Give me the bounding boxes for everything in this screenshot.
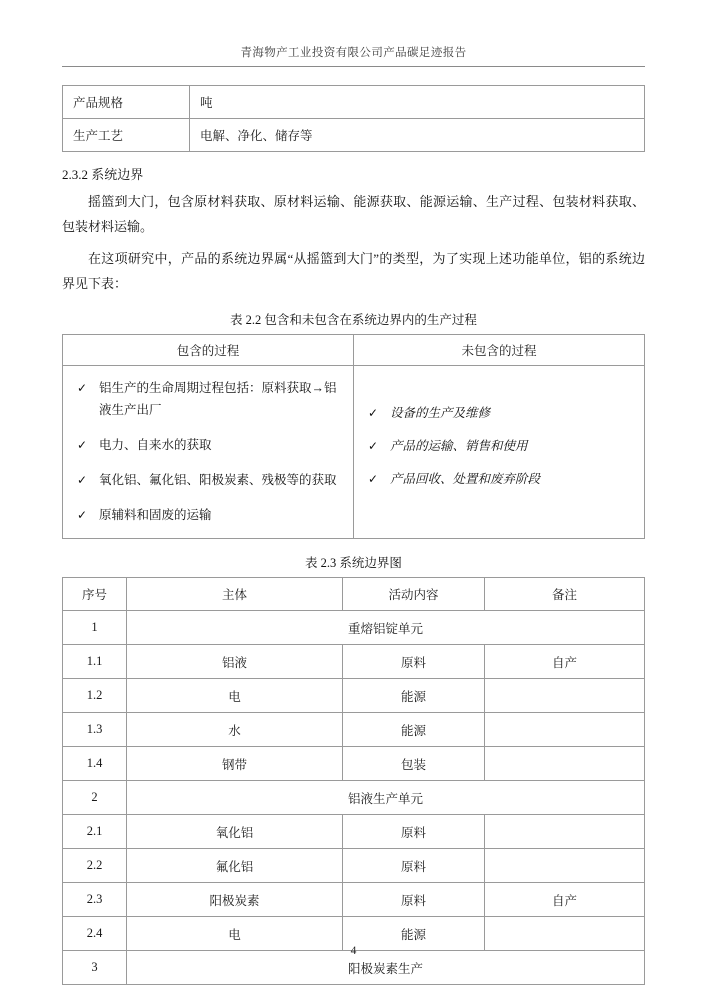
list-item-label: 原辅料和固废的运输 (99, 507, 212, 522)
row-subject: 氧化铝 (127, 815, 343, 849)
list-item (366, 403, 632, 425)
row-no: 1 (63, 611, 127, 645)
scope-excluded-cell (354, 366, 645, 539)
row-activity: 原料 (343, 849, 485, 883)
list-item-label: 铝生产的生命周期过程包括：原料获取→铝液生产出厂 (99, 381, 337, 418)
row-activity: 能源 (343, 917, 485, 951)
product-spec-table (62, 85, 645, 152)
row-no: 1.2 (63, 679, 127, 713)
scope-header-excluded: 未包含的过程 (354, 335, 645, 366)
row-note (485, 849, 645, 883)
col-header-no: 序号 (63, 578, 127, 611)
table-row (63, 883, 645, 917)
table-row (63, 645, 645, 679)
header-divider (62, 66, 645, 67)
row-subject-merged: 重熔铝锭单元 (127, 611, 645, 645)
scope-table (62, 334, 645, 539)
spec-value-1: 电解、净化、储存等 (190, 119, 645, 152)
row-subject: 水 (127, 713, 343, 747)
check-icon: ✓ (77, 473, 88, 487)
col-header-subject: 主体 (127, 578, 343, 611)
row-note: 自产 (485, 645, 645, 679)
row-no: 2.3 (63, 883, 127, 917)
row-activity: 包装 (343, 747, 485, 781)
row-no: 1.3 (63, 713, 127, 747)
check-icon: ✓ (77, 381, 88, 396)
section-heading: 2.3.2 系统边界 (62, 167, 144, 182)
table-row (63, 713, 645, 747)
row-no: 2.4 (63, 917, 127, 951)
header-title: 青海物产工业投资有限公司产品碳足迹报告 (240, 47, 467, 59)
row-note: 自产 (485, 883, 645, 917)
table-row (63, 86, 645, 119)
row-no: 2 (63, 781, 127, 815)
list-item-label: 产品的运输、销售和使用 (390, 438, 528, 453)
scope-included-cell (63, 366, 354, 539)
row-note (485, 747, 645, 781)
row-activity: 原料 (343, 645, 485, 679)
row-subject: 铝液 (127, 645, 343, 679)
row-activity: 能源 (343, 679, 485, 713)
spec-value-0: 吨 (190, 86, 645, 119)
check-icon: ✓ (368, 471, 379, 486)
list-item-label: 氧化铝、氟化铝、阳极炭素、残极等的获取 (99, 473, 337, 487)
table-row (63, 366, 645, 539)
row-note (485, 679, 645, 713)
list-item-label: 设备的生产及维修 (390, 406, 491, 421)
check-icon: ✓ (77, 507, 88, 522)
check-icon: ✓ (77, 438, 88, 453)
scope-header-included: 包含的过程 (63, 335, 354, 366)
boundary-table-caption: 表 2.3 系统边界图 (305, 556, 402, 571)
section-paragraph-2: 在这项研究中，产品的系统边界属“从摇篮到大门”的类型，为了实现上述功能单位，铝的系统边界见下表： (62, 250, 645, 292)
table-row (63, 781, 645, 815)
table-row (63, 815, 645, 849)
row-activity: 能源 (343, 713, 485, 747)
scope-table-caption: 表 2.2 包含和未包含在系统边界内的生产过程 (230, 313, 477, 328)
list-item (366, 469, 632, 491)
table-row (63, 747, 645, 781)
col-header-activity: 活动内容 (343, 578, 485, 611)
table-row (63, 849, 645, 883)
table-header-row (63, 578, 645, 611)
list-item (366, 436, 632, 458)
list-item (75, 378, 341, 422)
boundary-table (62, 577, 645, 985)
row-note (485, 713, 645, 747)
list-item-label: 电力、自来水的获取 (99, 438, 212, 453)
row-no: 2.1 (63, 815, 127, 849)
page-number: 4 (350, 945, 357, 957)
check-icon: ✓ (368, 406, 379, 421)
col-header-note: 备注 (485, 578, 645, 611)
row-subject: 氟化铝 (127, 849, 343, 883)
list-item-label: 产品回收、处置和废弃阶段 (390, 471, 541, 486)
row-subject: 钢带 (127, 747, 343, 781)
row-no: 2.2 (63, 849, 127, 883)
row-subject: 阳极炭素 (127, 883, 343, 917)
row-activity: 原料 (343, 883, 485, 917)
row-note (485, 815, 645, 849)
spec-label-1: 生产工艺 (63, 119, 190, 152)
row-no: 1.1 (63, 645, 127, 679)
row-subject: 电 (127, 679, 343, 713)
row-no: 3 (63, 951, 127, 985)
list-item (75, 470, 341, 492)
row-subject: 电 (127, 917, 343, 951)
row-subject-merged: 阳极炭素生产 (127, 951, 645, 985)
row-subject-merged: 铝液生产单元 (127, 781, 645, 815)
check-icon: ✓ (368, 438, 379, 453)
list-item (75, 505, 341, 527)
table-header-row (63, 335, 645, 366)
page-header (62, 0, 645, 60)
section-paragraph-1: 摇篮到大门，包含原材料获取、原材料运输、能源获取、能源运输、生产过程、包装材料获取、包装材料运输。 (62, 194, 645, 235)
list-item (75, 435, 341, 457)
spec-label-0: 产品规格 (63, 86, 190, 119)
table-row (63, 119, 645, 152)
table-row (63, 679, 645, 713)
row-no: 1.4 (63, 747, 127, 781)
table-row (63, 611, 645, 645)
row-activity: 原料 (343, 815, 485, 849)
excluded-list (366, 403, 632, 491)
